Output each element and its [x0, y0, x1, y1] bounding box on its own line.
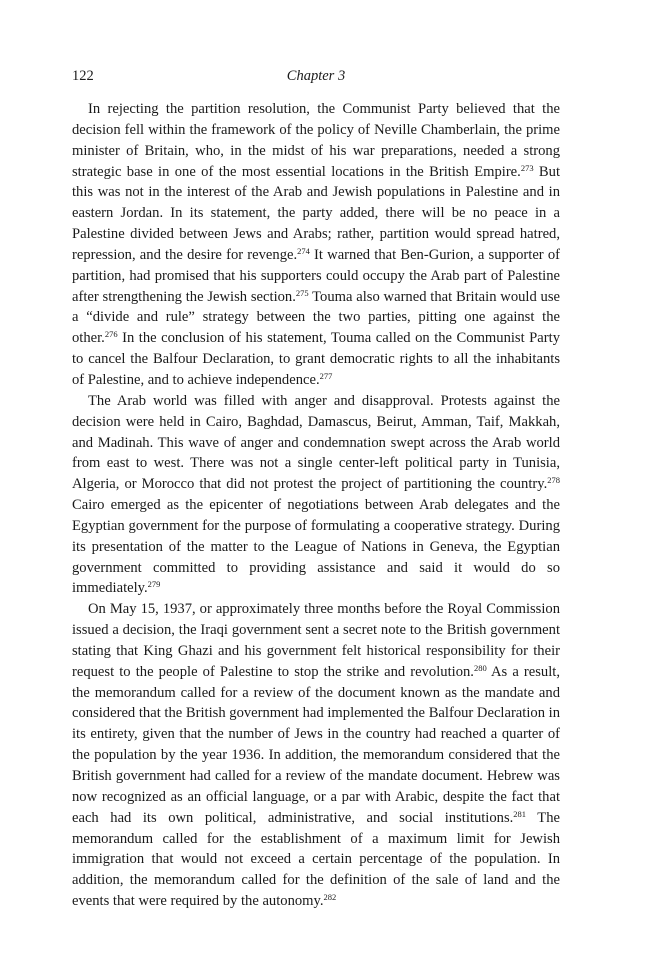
text-run: The memorandum called for the establishment of a maximum limit for Jewish immigration that would not exceed a certain percentage of the population. In addition, the memorandum called for the definition of the sale of land and the events that were required by the autonomy. — [72, 809, 560, 910]
text-run: On May 15, 1937, or approximately three months before the Royal Commission issued a decision, the Iraqi government sent a secret note to the British government stating that King Ghazi and his government felt historical responsibility for their request to the people of Palestine to stop the strike and revolution. — [72, 601, 560, 680]
text-run: Touma also warned that Britain would use a “divide and rule” strategy between the two parties, pitting one against the other. — [72, 288, 561, 347]
text-run: In the conclusion of his statement, Touma called on the Communist Party to cancel the Balfour Declaration, to grant democratic rights to all the inhabitants of Palestine, and to achieve independence. — [72, 330, 560, 388]
book-page — [72, 0, 560, 975]
footnote-marker: 281 — [513, 808, 527, 819]
footnote-marker: 275 — [295, 287, 309, 298]
body-text — [72, 99, 560, 912]
footnote-marker: 282 — [323, 892, 337, 903]
footnote-marker: 277 — [319, 370, 333, 381]
page-number: 122 — [72, 68, 94, 84]
paragraph — [72, 391, 560, 599]
footnote-marker: 280 — [473, 662, 487, 673]
text-run: The Arab world was filled with anger and disapproval. Protests against the decision were held in Cairo, Baghdad, Damascus, Beirut, Amman, Taif, Makkah, and Madinah. This wave of anger and condemnation swept across the Arab world from east to west. There was not a single center-left political party in Tunisia, Algeria, or Morocco that did not protest the project of partitioning the country. — [72, 392, 560, 493]
text-run: In rejecting the partition resolution, the Communist Party believed that the decision fell within the framework of the policy of Neville Chamberlain, the prime minister of Britain, who, in the midst of his war preparations, needed a strong strategic base in one of the most essential locations in the British Empire. — [72, 101, 560, 180]
running-head — [72, 68, 560, 88]
text-run: As a result, the memorandum called for a review of the document known as the mandate and considered that the British government had implemented the Balfour Declaration in its entirety, given that the number of Jews in the country had reached a quarter of the population by the year 1936. In addition, the memorandum considered that the British government had called for a review of the mandate document. Hebrew was now recognized as an official language, or a par with Arabic, despite the fact that each had its own political, administrative, and social institutions. — [72, 663, 560, 826]
chapter-title: Chapter 3 — [286, 68, 346, 84]
footnote-marker: 273 — [520, 162, 534, 173]
footnote-marker: 276 — [104, 329, 118, 340]
text-run: Cairo emerged as the epicenter of negotiations between Arab delegates and the Egyptian government for the purpose of formulating a cooperative strategy. During its presentation of the matter to the League of Nations in Geneva, the Egyptian government committed to providing assistance and said it would do so immediately. — [72, 497, 560, 597]
text-run: It warned that Ben-Gurion, a supporter of partition, had promised that his supporters could occupy the Arab part of Palestine after strengthening the Jewish section. — [72, 246, 560, 305]
text-run: But this was not in the interest of the Arab and Jewish populations in Palestine and in eastern Jordan. In its statement, the party added, there will be no peace in a Palestine divided between Jews and Arabs; rather, partition would spread hatred, repression, and the desire for revenge. — [72, 163, 560, 263]
footnote-marker: 278 — [547, 475, 560, 486]
footnote-marker: 279 — [147, 579, 161, 590]
paragraph — [72, 599, 560, 912]
paragraph — [72, 99, 560, 391]
footnote-marker: 274 — [297, 245, 310, 256]
